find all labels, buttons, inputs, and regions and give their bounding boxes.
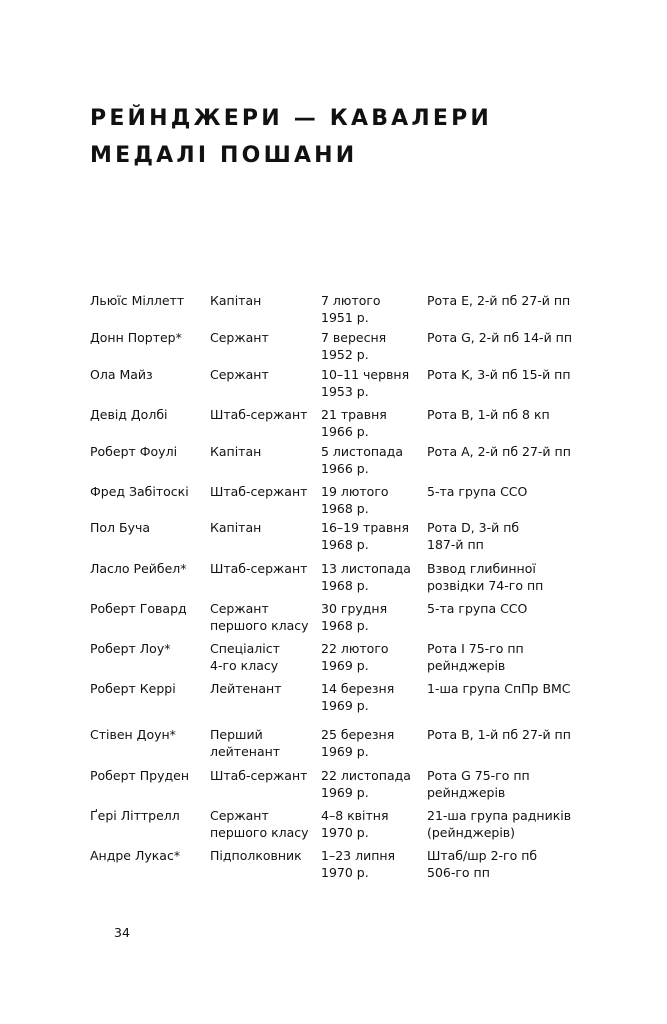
action-date: 10–11 червня 1953 р. <box>321 367 410 399</box>
recipient-name: Роберт Керрі <box>90 681 176 696</box>
page-title <box>90 100 492 174</box>
recipient-unit: 5-та група ССО <box>427 601 528 616</box>
recipient-rank: Капітан <box>210 520 262 535</box>
recipient-rank: Сержант <box>210 330 269 345</box>
page-number: 34 <box>114 925 130 940</box>
recipient-unit: 5-та група ССО <box>427 484 528 499</box>
action-date: 7 лютого 1951 р. <box>321 293 381 325</box>
recipient-unit: 21-ша група радників (рейнджерів) <box>427 808 572 840</box>
recipient-name: Льюїс Міллетт <box>90 293 185 308</box>
recipient-rank: Сержант <box>210 367 269 382</box>
recipient-unit: Рота G 75-го пп рейнджерів <box>427 768 530 800</box>
recipient-name: Роберт Говард <box>90 601 187 616</box>
recipient-name: Роберт Лоу* <box>90 641 171 656</box>
page-title-line-2: МЕДАЛІ ПОШАНИ <box>90 143 358 168</box>
recipient-rank: Штаб-сержант <box>210 768 308 783</box>
recipient-unit: Рота G, 2-й пб 14-й пп <box>427 330 573 345</box>
action-date: 1–23 липня 1970 р. <box>321 848 396 880</box>
recipient-name: Ласло Рейбел* <box>90 561 187 576</box>
action-date: 30 грудня 1968 р. <box>321 601 388 633</box>
recipient-rank: Штаб-сержант <box>210 484 308 499</box>
recipient-name: Пол Буча <box>90 520 151 535</box>
action-date: 14 березня 1969 р. <box>321 681 395 713</box>
recipient-name: Андре Лукас* <box>90 848 181 863</box>
recipient-unit: Рота A, 2-й пб 27-й пп <box>427 444 571 459</box>
recipient-rank: Перший лейтенант <box>210 727 281 759</box>
recipient-rank: Штаб-сержант <box>210 407 308 422</box>
action-date: 16–19 травня 1968 р. <box>321 520 409 552</box>
recipient-unit: Рота I 75-го пп рейнджерів <box>427 641 524 673</box>
recipient-unit: Рота K, 3-й пб 15-й пп <box>427 367 571 382</box>
action-date: 25 березня 1969 р. <box>321 727 395 759</box>
recipient-rank: Сержант першого класу <box>210 601 309 633</box>
recipient-rank: Сержант першого класу <box>210 808 309 840</box>
action-date: 5 листопада 1966 р. <box>321 444 403 476</box>
recipient-unit: Рота E, 2-й пб 27-й пп <box>427 293 571 308</box>
recipient-name: Стівен Доун* <box>90 727 176 742</box>
recipient-name: Роберт Фоулі <box>90 444 178 459</box>
recipient-name: Фред Забітоскі <box>90 484 189 499</box>
action-date: 13 листопада 1968 р. <box>321 561 411 593</box>
action-date: 21 травня 1966 р. <box>321 407 387 439</box>
recipient-name: Донн Портер* <box>90 330 182 345</box>
action-date: 19 лютого 1968 р. <box>321 484 389 516</box>
recipient-rank: Капітан <box>210 444 262 459</box>
action-date: 7 вересня 1952 р. <box>321 330 387 362</box>
recipient-unit: 1-ша група СпПр ВМС <box>427 681 571 696</box>
action-date: 22 лютого 1969 р. <box>321 641 389 673</box>
recipient-rank: Спеціаліст 4-го класу <box>210 641 280 673</box>
recipient-name: Роберт Пруден <box>90 768 190 783</box>
recipient-name: Ола Майз <box>90 367 153 382</box>
recipient-name: Девід Долбі <box>90 407 168 422</box>
page-title-line-1: РЕЙНДЖЕРИ — КАВАЛЕРИ <box>90 106 493 131</box>
recipient-rank: Лейтенант <box>210 681 282 696</box>
action-date: 4–8 квітня 1970 р. <box>321 808 389 840</box>
recipient-unit: Рота D, 3-й пб 187-й пп <box>427 520 520 552</box>
recipient-unit: Взвод глибинної розвідки 74-го пп <box>427 561 544 593</box>
recipient-unit: Рота B, 1-й пб 8 кп <box>427 407 550 422</box>
recipient-rank: Штаб-сержант <box>210 561 308 576</box>
recipient-rank: Капітан <box>210 293 262 308</box>
recipient-name: Ґері Літтрелл <box>90 808 180 823</box>
recipient-unit: Рота B, 1-й пб 27-й пп <box>427 727 571 742</box>
action-date: 22 листопада 1969 р. <box>321 768 411 800</box>
recipient-unit: Штаб/шр 2-го пб 506-го пп <box>427 848 538 880</box>
recipient-rank: Підполковник <box>210 848 302 863</box>
